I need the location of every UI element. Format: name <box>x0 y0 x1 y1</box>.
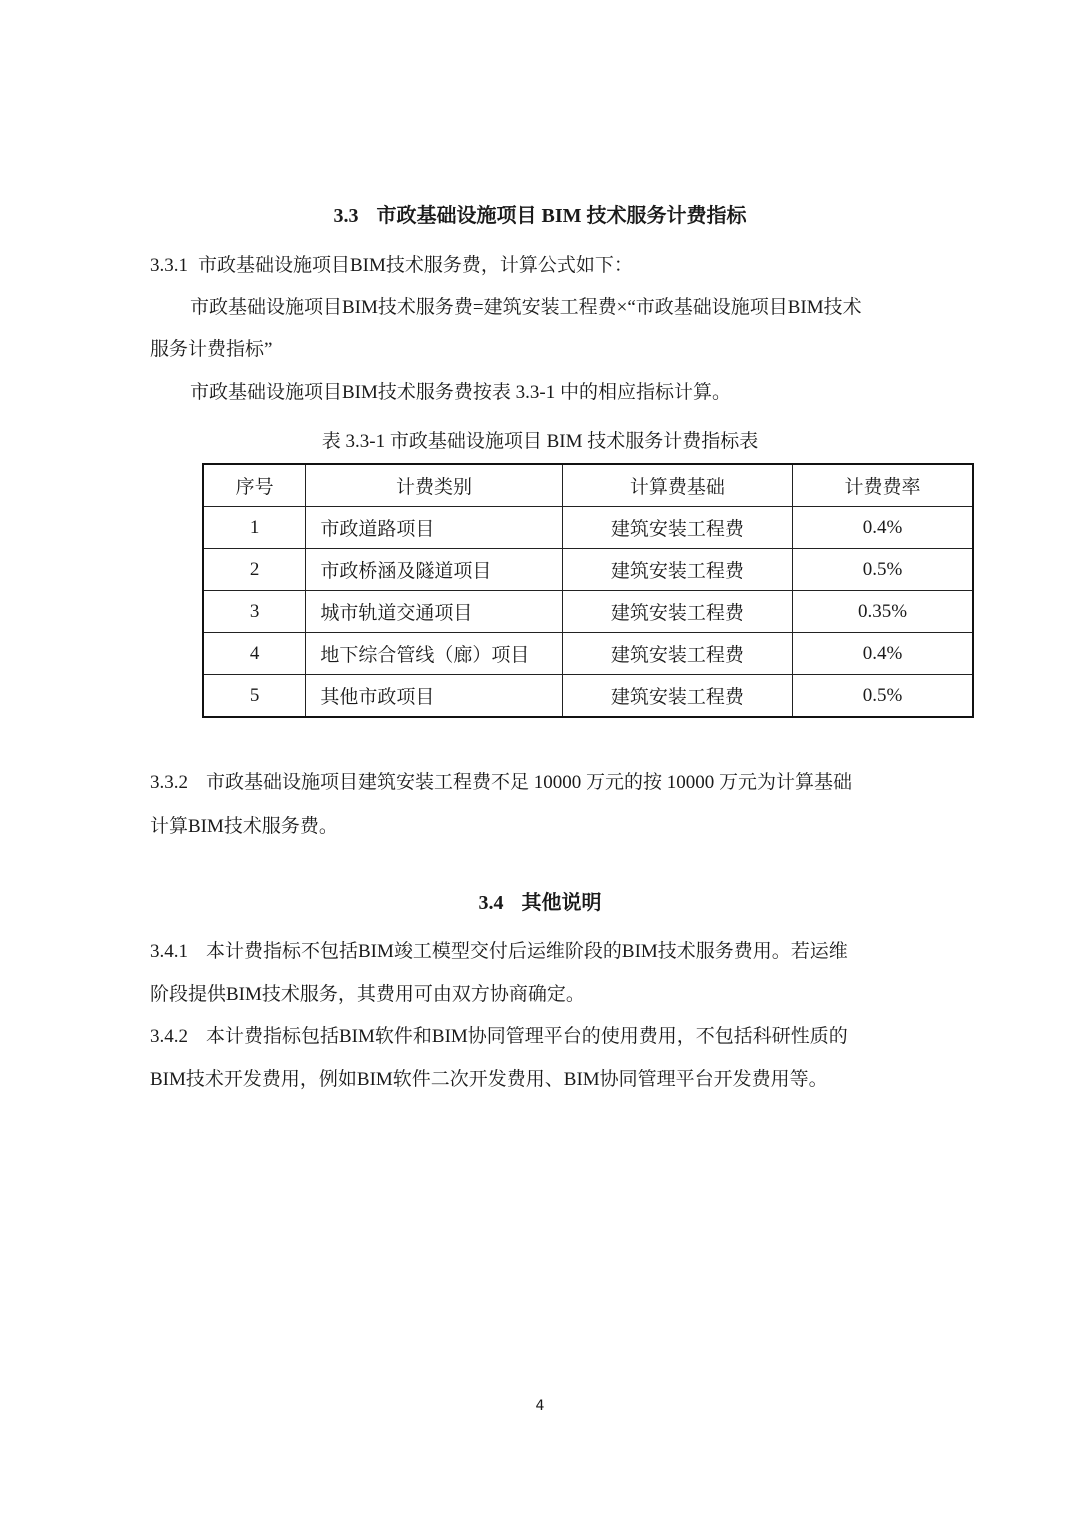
paragraph-3-4-2-line-1 <box>150 1023 848 1051</box>
paragraph-number: 3.4.1 <box>150 941 188 962</box>
cell-basis: 建筑安装工程费 <box>562 549 792 591</box>
paragraph-number: 3.4.2 <box>150 1026 188 1047</box>
cell-category: 城市轨道交通项目 <box>306 591 562 633</box>
paragraph-3-3-2-line-2: 计算BIM技术服务费。 <box>150 816 338 837</box>
paragraph-3-4-1-line-1 <box>150 938 848 966</box>
table-row <box>203 507 973 549</box>
header-serial: 序号 <box>203 464 306 507</box>
header-rate: 计费费率 <box>793 464 973 507</box>
cell-rate: 0.4% <box>793 507 973 549</box>
paragraph-number: 3.3.1 <box>150 255 188 276</box>
table-caption: 表 3.3-1 市政基础设施项目 BIM 技术服务计费指标表 <box>321 431 759 452</box>
cell-rate: 0.5% <box>793 675 973 718</box>
section-number: 3.4 <box>478 892 504 914</box>
section-title: 其他说明 <box>521 892 602 914</box>
section-heading-3-3 <box>0 202 1080 230</box>
header-basis: 计算费基础 <box>562 464 792 507</box>
table-row <box>203 549 973 591</box>
header-category: 计费类别 <box>306 464 562 507</box>
formula-line-2: 服务计费指标” <box>150 339 273 360</box>
paragraph-3-3-1 <box>150 252 633 280</box>
table-row <box>203 591 973 633</box>
cell-rate: 0.35% <box>793 591 973 633</box>
cell-category: 其他市政项目 <box>306 675 562 718</box>
formula-line-1: 市政基础设施项目BIM技术服务费=建筑安装工程费×“市政基础设施项目BIM技术 <box>190 297 862 318</box>
table-reference-line: 市政基础设施项目BIM技术服务费按表 3.3-1 中的相应指标计算。 <box>190 382 731 403</box>
paragraph-text: 市政基础设施项目建筑安装工程费不足 10000 万元的按 10000 万元为计算基础 <box>206 772 853 793</box>
cell-serial: 4 <box>203 633 306 675</box>
cell-rate: 0.4% <box>793 633 973 675</box>
cell-serial: 5 <box>203 675 306 718</box>
section-number: 3.3 <box>333 205 359 227</box>
section-title: 市政基础设施项目 BIM 技术服务计费指标 <box>376 205 747 227</box>
paragraph-text: 本计费指标包括BIM软件和BIM协同管理平台的使用费用，不包括科研性质的 <box>206 1026 848 1047</box>
cell-category: 地下综合管线（廊）项目 <box>306 633 562 675</box>
paragraph-3-4-2-line-2: BIM技术开发费用，例如BIM软件二次开发费用、BIM协同管理平台开发费用等。 <box>150 1069 828 1090</box>
table-row <box>203 675 973 718</box>
cell-basis: 建筑安装工程费 <box>562 675 792 718</box>
table-header-row <box>203 464 973 507</box>
cell-category: 市政道路项目 <box>306 507 562 549</box>
page-number: 4 <box>535 1398 545 1414</box>
cell-basis: 建筑安装工程费 <box>562 633 792 675</box>
paragraph-text: 本计费指标不包括BIM竣工模型交付后运维阶段的BIM技术服务费用。若运维 <box>206 941 848 962</box>
fee-rate-table <box>202 463 974 718</box>
cell-serial: 2 <box>203 549 306 591</box>
cell-serial: 1 <box>203 507 306 549</box>
paragraph-number: 3.3.2 <box>150 772 188 793</box>
paragraph-text: 市政基础设施项目BIM技术服务费，计算公式如下： <box>198 255 633 276</box>
paragraph-3-3-2-line-1 <box>150 769 852 797</box>
cell-rate: 0.5% <box>793 549 973 591</box>
paragraph-3-4-1-line-2: 阶段提供BIM技术服务，其费用可由双方协商确定。 <box>150 984 585 1005</box>
cell-basis: 建筑安装工程费 <box>562 591 792 633</box>
cell-serial: 3 <box>203 591 306 633</box>
section-heading-3-4 <box>0 889 1080 917</box>
table-row <box>203 633 973 675</box>
cell-category: 市政桥涵及隧道项目 <box>306 549 562 591</box>
cell-basis: 建筑安装工程费 <box>562 507 792 549</box>
